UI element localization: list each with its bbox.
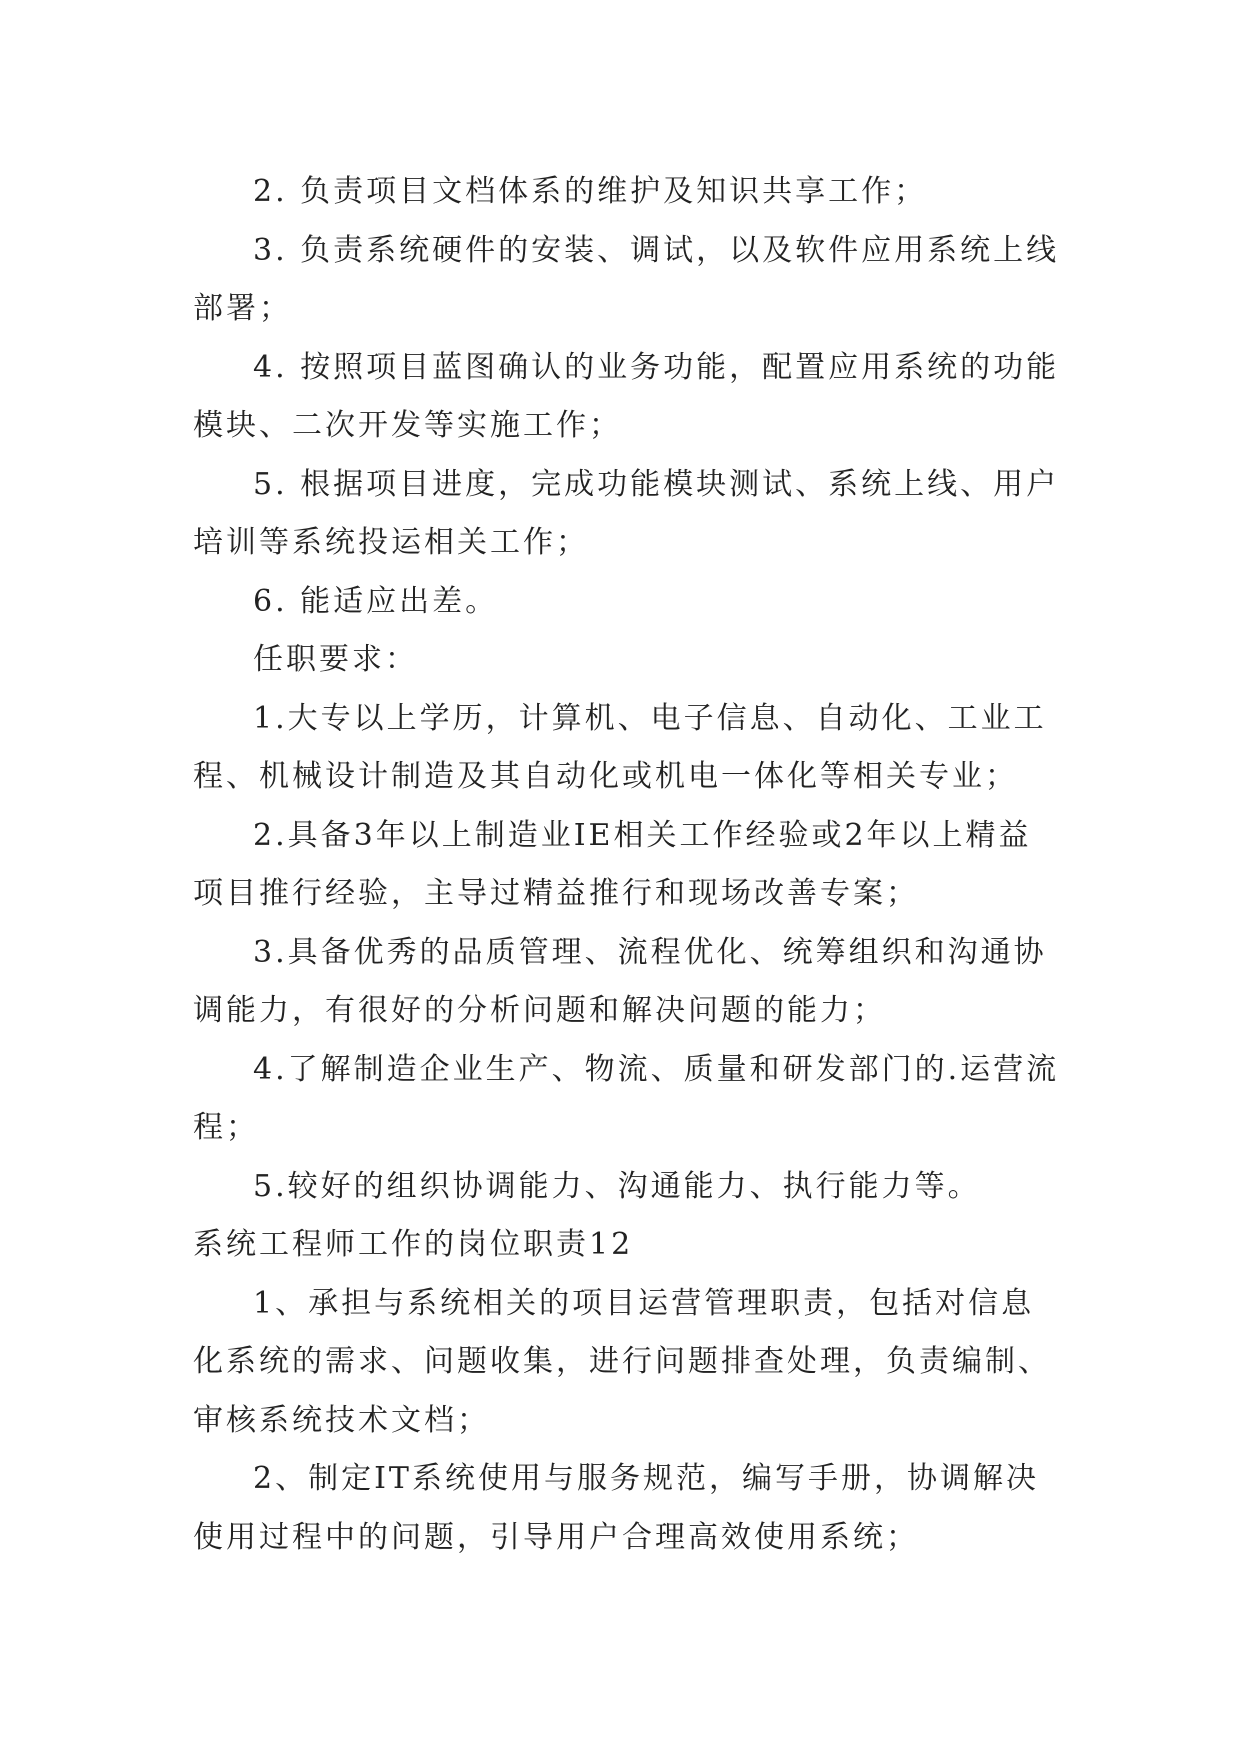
paragraph-duty-5: 5. 根据项目进度，完成功能模块测试、系统上线、用户培训等系统投运相关工作；	[193, 466, 1060, 560]
paragraph-section-duty-2: 2、制定IT系统使用与服务规范，编写手册，协调解决使用过程中的问题，引导用户合理高效使用系统；	[193, 1461, 1039, 1555]
paragraph-requirement-4: 4.了解制造企业生产、物流、质量和研发部门的.运营流程；	[193, 1051, 1060, 1145]
paragraph-requirement-3: 3.具备优秀的品质管理、流程优化、统筹组织和沟通协调能力，有很好的分析问题和解决问题的能力；	[193, 934, 1047, 1028]
paragraph-requirement-2: 2.具备3年以上制造业IE相关工作经验或2年以上精益项目推行经验，主导过精益推行和现场改善专案；	[193, 817, 1032, 911]
paragraph-duty-2: 2. 负责项目文档体系的维护及知识共享工作；	[253, 174, 928, 209]
paragraph-requirement-5: 5.较好的组织协调能力、沟通能力、执行能力等。	[253, 1168, 981, 1204]
paragraph-duty-3: 3. 负责系统硬件的安装、调试，以及软件应用系统上线部署；	[193, 232, 1060, 326]
document-body	[193, 163, 1063, 1567]
requirements-heading: 任职要求：	[253, 642, 418, 677]
paragraph-section-duty-1: 1、承担与系统相关的项目运营管理职责，包括对信息化系统的需求、问题收集，进行问题排查处理，负责编制、审核系统技术文档；	[193, 1285, 1051, 1438]
paragraph-duty-6: 6. 能适应出差。	[253, 583, 499, 619]
paragraph-duty-4: 4. 按照项目蓝图确认的业务功能，配置应用系统的功能模块、二次开发等实施工作；	[193, 349, 1060, 443]
paragraph-requirement-1: 1.大专以上学历，计算机、电子信息、自动化、工业工程、机械设计制造及其自动化或机电一体化等相关专业；	[193, 700, 1047, 794]
section-title: 系统工程师工作的岗位职责12	[193, 1227, 634, 1262]
